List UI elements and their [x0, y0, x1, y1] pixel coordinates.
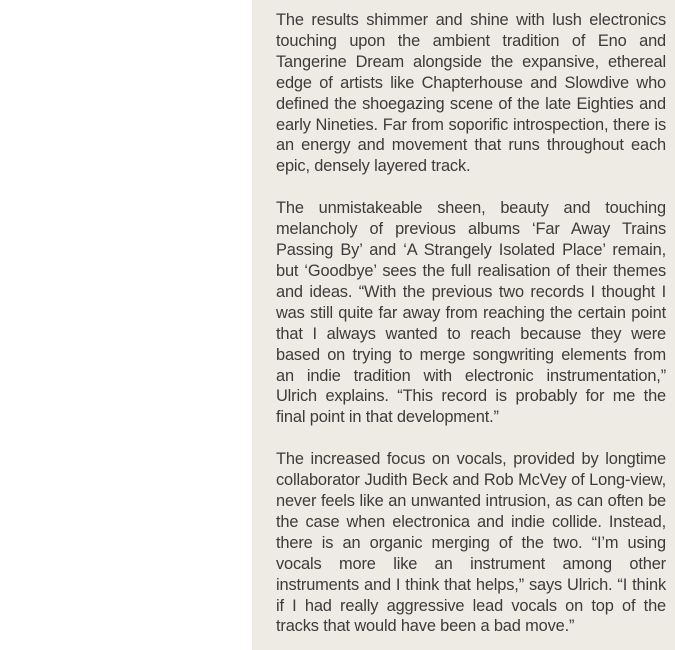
article-paragraph: The unmistakeable sheen, beauty and touching melancholy of previous albums ‘Far Away Trains Passing By’ and ‘A Strangely Isolated Place’ remain, but ‘Goodbye’ sees the full realisation of their themes and ideas. “With the previous two records I thought I was still quite far away from reaching the certain point that I always wanted to reach because they were based on trying to merge songwriting elements from an indie tradition with electronic instrumentation,” Ulrich explains. “This record is probably for me the final point in that development.” [276, 199, 666, 427]
article-column [252, 0, 675, 650]
article-paragraph: The increased focus on vocals, provided by longtime collaborator Judith Beck and Rob McVey of Long-view, never feels like an unwanted intrusion, as can often be the case when electronica and indie collide. Instead, there is an organic merging of the two. “I’m using vocals more like an instrument among other instruments and I think that helps,” says Ulrich. “I think if I had really aggressive lead vocals on top of the tracks that would have been a bad move.” [276, 450, 666, 636]
article-paragraph: The results shimmer and shine with lush electronics touching upon the ambient tradition of Eno and Tangerine Dream alongside the expansive, ethereal edge of artists like Chapterhouse and Slowdive who defined the shoegazing scene of the late Eighties and early Nineties. Far from soporific introspection, there is an energy and movement that runs throughout each epic, densely layered track. [276, 11, 666, 176]
